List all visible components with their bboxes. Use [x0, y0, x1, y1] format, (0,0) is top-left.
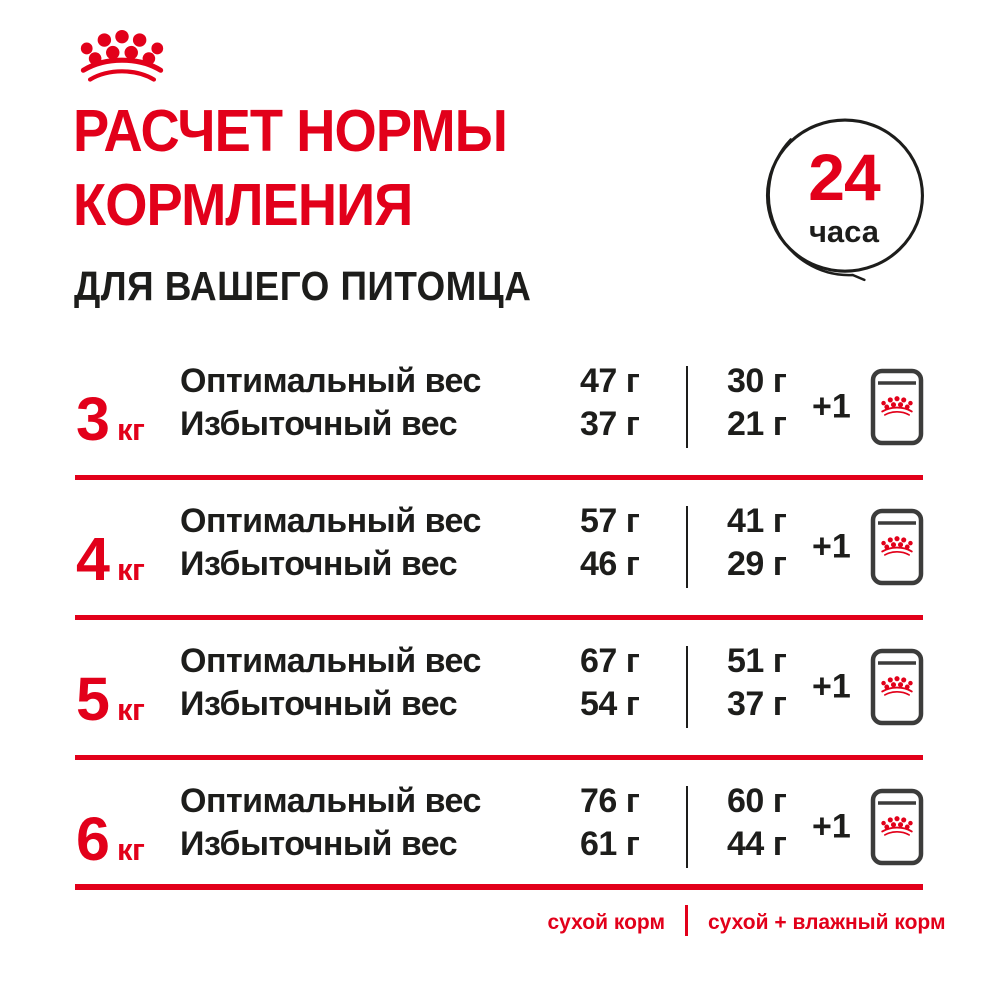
feeding-row-5kg [0, 629, 1000, 745]
dry-optimal-value: 67 г [580, 642, 640, 680]
dry-overweight-value: 61 г [580, 825, 640, 863]
legend-dry-food-label: сухой корм [547, 911, 665, 934]
wet-food-pouch-icon [870, 788, 924, 866]
mixed-food-values [727, 640, 786, 726]
wet-food-pouch-icon [870, 508, 924, 586]
pet-weight [76, 805, 145, 873]
mixed-optimal-value: 60 г [727, 782, 787, 820]
pet-weight [76, 385, 145, 453]
dry-food-values [580, 360, 639, 446]
wet-food-pouch-icon [870, 368, 924, 446]
mixed-food-values [727, 500, 786, 586]
plus-one-pouch-label: +1 [812, 667, 851, 706]
overweight-label: Избыточный вес [180, 405, 458, 443]
mixed-overweight-value: 29 г [727, 545, 787, 583]
mixed-food-values [727, 360, 786, 446]
mixed-overweight-value: 44 г [727, 825, 787, 863]
optimal-weight-label: Оптимальный вес [180, 362, 481, 400]
mixed-overweight-value: 21 г [727, 405, 787, 443]
mixed-optimal-value: 51 г [727, 642, 787, 680]
dry-overweight-value: 46 г [580, 545, 640, 583]
plus-one-pouch-label: +1 [812, 527, 851, 566]
dry-food-values [580, 780, 639, 866]
plus-one-pouch-label: +1 [812, 807, 851, 846]
mixed-optimal-value: 41 г [727, 502, 787, 540]
dry-optimal-value: 76 г [580, 782, 640, 820]
feeding-row-4kg [0, 489, 1000, 605]
dry-food-values [580, 500, 639, 586]
legend-divider [685, 905, 688, 936]
condition-labels [180, 780, 481, 866]
pet-weight-value: 3 [76, 385, 110, 453]
row-separator [75, 475, 923, 480]
page-subtitle: ДЛЯ ВАШЕГО ПИТОМЦА [74, 263, 532, 309]
column-divider [686, 506, 688, 588]
dry-overweight-value: 37 г [580, 405, 640, 443]
pet-weight-value: 5 [76, 665, 110, 733]
royal-canin-crown-icon [80, 28, 164, 84]
pet-weight-value: 6 [76, 805, 110, 873]
plus-one-pouch-label: +1 [812, 387, 851, 426]
pet-weight-unit: кг [116, 552, 145, 587]
mixed-optimal-value: 30 г [727, 362, 787, 400]
overweight-label: Избыточный вес [180, 825, 458, 863]
row-separator [75, 615, 923, 620]
optimal-weight-label: Оптимальный вес [180, 782, 481, 820]
condition-labels [180, 640, 481, 726]
overweight-label: Избыточный вес [180, 685, 458, 723]
column-divider [686, 646, 688, 728]
overweight-label: Избыточный вес [180, 545, 458, 583]
condition-labels [180, 360, 481, 446]
pet-weight [76, 665, 145, 733]
row-separator [75, 755, 923, 760]
optimal-weight-label: Оптимальный вес [180, 502, 481, 540]
optimal-weight-label: Оптимальный вес [180, 642, 481, 680]
table-bottom-rule [75, 884, 923, 890]
column-divider [686, 786, 688, 868]
page-title-line2: КОРМЛЕНИЯ [73, 172, 413, 238]
pet-weight-unit: кг [116, 692, 145, 727]
feeding-row-6kg [0, 769, 1000, 885]
pet-weight [76, 525, 145, 593]
dry-food-values [580, 640, 639, 726]
column-divider [686, 366, 688, 448]
badge-hours-unit: часа [808, 214, 880, 249]
pet-weight-unit: кг [116, 832, 145, 867]
badge-hours-value: 24 [808, 140, 880, 214]
legend-mixed-food-label: сухой + влажный корм [708, 911, 946, 934]
condition-labels [180, 500, 481, 586]
24-hours-badge [752, 108, 936, 290]
pet-weight-unit: кг [116, 412, 145, 447]
mixed-food-values [727, 780, 786, 866]
feeding-row-3kg [0, 349, 1000, 465]
pet-weight-value: 4 [76, 525, 110, 593]
dry-optimal-value: 57 г [580, 502, 640, 540]
dry-overweight-value: 54 г [580, 685, 640, 723]
mixed-overweight-value: 37 г [727, 685, 787, 723]
dry-optimal-value: 47 г [580, 362, 640, 400]
page-title-line1: РАСЧЕТ НОРМЫ [73, 98, 507, 164]
wet-food-pouch-icon [870, 648, 924, 726]
